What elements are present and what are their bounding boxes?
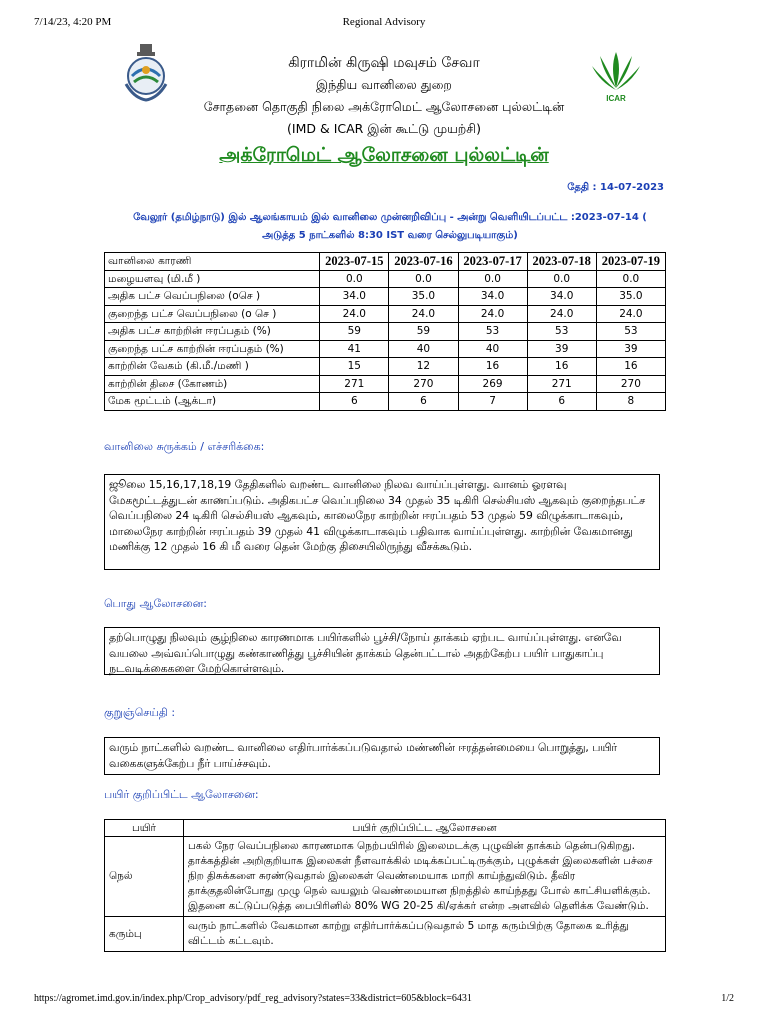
table-cell: 59	[389, 323, 458, 341]
bulletin-title	[0, 144, 768, 169]
bulletin-title-text: அக்ரோமெட் ஆலோசனை புல்லட்டின்	[219, 144, 549, 166]
sms-text: வரும் நாட்களில் வறண்ட வானிலை எதிர்பார்க்கப்படுவதால் மண்ணின் ஈரத்தன்மையை பொறுத்து, பயிர் வகைகளுக்கேற்ப நீர் பாய்ச்சவும்.	[104, 737, 660, 775]
crop-advisory-table	[104, 819, 666, 952]
param-label: குறைந்த பட்ச வெப்பநிலை (o செ )	[105, 305, 320, 323]
table-cell: 24.0	[320, 305, 389, 323]
date-header: 2023-07-16	[389, 253, 458, 271]
crop-name: கரும்பு	[105, 917, 184, 952]
table-cell: 12	[389, 358, 458, 376]
footer-url: https://agromet.imd.gov.in/index.php/Crop_advisory/pdf_reg_advisory?states=33&district=605&block=6431	[34, 993, 472, 1004]
table-cell: 0.0	[596, 270, 665, 288]
param-label: அதிக பட்ச வெப்பநிலை (oசெ )	[105, 288, 320, 306]
weather-factor-header: வானிலை காரணி	[105, 253, 320, 271]
crop-advice: பகல் நேர வெப்பநிலை காரணமாக நெற்பயிரில் இலைமடக்கு புழுவின் தாக்கம் தென்படுகிறது. தாக்கத்தின் அறிகுறியாக இலைகள் நீளவாக்கில் மடிக்கப்பட்டிருக்கும், புழுக்கள் இலைகளின் பச்சை நிற திசுக்களை சுரண்டுவதால் இலைகள் வெண்மையாக மாறி காய்ந்துவிடும். தீவிர தாக்குதலின்போது முழு நெல் வயலும் வெண்மையான நிறத்தில் காய்ந்தது போல் காட்சியளிக்கும். இதனை கட்டுப்படுத்த பைபிரினில் 80% WG 20-25 கி/ஏக்கர் என்ற அளவில் தெளிக்க வேண்டும்.	[184, 837, 666, 917]
weather-table-header-row	[105, 253, 666, 271]
date-header: 2023-07-15	[320, 253, 389, 271]
crop-name: நெல்	[105, 837, 184, 917]
table-cell: 24.0	[527, 305, 596, 323]
table-cell: 6	[389, 393, 458, 411]
param-label: மழையளவு (மி.மீ )	[105, 270, 320, 288]
table-row	[105, 323, 666, 341]
table-cell: 0.0	[458, 270, 527, 288]
table-cell: 40	[389, 340, 458, 358]
table-row	[105, 305, 666, 323]
organization-header	[180, 52, 588, 140]
table-cell: 53	[458, 323, 527, 341]
general-advisory-heading: பொது ஆலோசனை:	[104, 597, 208, 610]
table-row	[105, 340, 666, 358]
table-cell: 0.0	[527, 270, 596, 288]
crop-advisory-heading: பயிர் குறிப்பிட்ட ஆலோசனை:	[104, 788, 259, 801]
table-cell: 53	[527, 323, 596, 341]
table-cell: 8	[596, 393, 665, 411]
table-cell: 271	[527, 375, 596, 393]
table-cell: 16	[527, 358, 596, 376]
org-line-2: இந்திய வானிலை துறை	[316, 77, 452, 92]
icar-logo-label: ICAR	[606, 94, 626, 103]
table-cell: 34.0	[320, 288, 389, 306]
table-cell: 16	[458, 358, 527, 376]
print-datetime: 7/14/23, 4:20 PM	[34, 16, 112, 28]
table-cell: 34.0	[527, 288, 596, 306]
page-number: 1/2	[721, 993, 734, 1004]
weather-summary-heading: வானிலை சுருக்கம் / எச்சரிக்கை:	[104, 440, 265, 453]
table-row	[105, 270, 666, 288]
table-cell: 0.0	[320, 270, 389, 288]
param-label: காற்றின் திசை (கோணம்)	[105, 375, 320, 393]
print-title: Regional Advisory	[342, 16, 426, 28]
table-cell: 39	[527, 340, 596, 358]
table-cell: 16	[596, 358, 665, 376]
crop-advice: வரும் நாட்களில் வேகமான காற்று எதிர்பார்க்கப்படுவதால் 5 மாத கரும்பிற்கு தோகை உரித்து விட்டம் கட்டவும்.	[184, 917, 666, 952]
table-cell: 39	[596, 340, 665, 358]
table-cell: 15	[320, 358, 389, 376]
table-row	[105, 917, 666, 952]
table-cell: 6	[320, 393, 389, 411]
table-cell: 6	[527, 393, 596, 411]
table-cell: 41	[320, 340, 389, 358]
forecast-validity-note: வேலூர் (தமிழ்நாடு) இல் ஆலங்காயம் இல் வானிலை முன்னறிவிப்பு - அன்று வெளியிடப்பட்ட :2023-07-14 ( அடுத்த 5 நாட்களில் 8:30 IST வரை செல்லுபடியாகும்)	[133, 212, 647, 241]
table-cell: 271	[320, 375, 389, 393]
param-label: மேக மூட்டம் (ஆக்டா)	[105, 393, 320, 411]
crop-table-header-row	[105, 820, 666, 837]
table-cell: 24.0	[458, 305, 527, 323]
table-cell: 269	[458, 375, 527, 393]
general-advisory-text: தற்பொழுது நிலவும் சூழ்நிலை காரணமாக பயிர்களில் பூச்சி/நோய் தாக்கம் ஏற்பட வாய்ப்புள்ளது. எனவே வயலை அவ்வப்பொழுது கண்காணித்து பூச்சியின் தாக்கம் தென்பட்டால் அதற்கேற்ப பயிர் பாதுகாப்பு நடவடிக்கைகளை மேற்கொள்ளவும்.	[104, 627, 660, 675]
table-cell: 270	[596, 375, 665, 393]
imd-emblem-icon	[120, 42, 172, 104]
org-line-1: கிராமின் கிருஷி மவுசம் சேவா	[288, 55, 480, 71]
param-label: காற்றின் வேகம் (கி.மீ./மணி )	[105, 358, 320, 376]
date-header: 2023-07-18	[527, 253, 596, 271]
sms-heading: குறுஞ்செய்தி :	[104, 706, 176, 719]
table-row	[105, 375, 666, 393]
table-cell: 0.0	[389, 270, 458, 288]
table-cell: 59	[320, 323, 389, 341]
org-line-4: (IMD & ICAR இன் கூட்டு முயற்சி)	[287, 121, 481, 136]
advice-column-header: பயிர் குறிப்பிட்ட ஆலோசனை	[184, 820, 666, 837]
table-cell: 24.0	[389, 305, 458, 323]
table-row	[105, 288, 666, 306]
table-cell: 40	[458, 340, 527, 358]
table-row	[105, 358, 666, 376]
table-row	[105, 393, 666, 411]
crop-column-header: பயிர்	[105, 820, 184, 837]
date-header: 2023-07-17	[458, 253, 527, 271]
table-cell: 35.0	[389, 288, 458, 306]
table-cell: 7	[458, 393, 527, 411]
weather-forecast-table	[104, 252, 666, 411]
issue-date: தேதி : 14-07-2023	[567, 182, 664, 193]
date-header: 2023-07-19	[596, 253, 665, 271]
org-line-3: சோதனை தொகுதி நிலை அக்ரோமெட் ஆலோசனை புல்லட்டின்	[203, 99, 565, 114]
table-cell: 35.0	[596, 288, 665, 306]
table-cell: 34.0	[458, 288, 527, 306]
param-label: அதிக பட்ச காற்றின் ஈரப்பதம் (%)	[105, 323, 320, 341]
table-cell: 270	[389, 375, 458, 393]
table-row	[105, 837, 666, 917]
icar-logo-icon	[588, 44, 644, 104]
param-label: குறைந்த பட்ச காற்றின் ஈரப்பதம் (%)	[105, 340, 320, 358]
table-cell: 53	[596, 323, 665, 341]
table-cell: 24.0	[596, 305, 665, 323]
weather-summary-text: ஜூலை 15,16,17,18,19 தேதிகளில் வறண்ட வானிலை நிலவ வாய்ப்புள்ளது. வானம் ஓரளவு மேகமூட்டத்துடன் காணப்படும். அதிகபட்ச வெப்பநிலை 34 முதல் 35 டிகிரி செல்சியஸ் ஆகவும் குறைந்தபட்ச வெப்பநிலை 24 டிகிரி செல்சியஸ் ஆகவும், காலைநேர காற்றின் ஈரப்பதம் 53 முதல் 59 விழுக்காடாகவும், மாலைநேர காற்றின் ஈரப்பதம் 39 முதல் 41 விழுக்காடாகவும் பதிவாக வாய்ப்புள்ளது. காற்றின் வேகமானது மணிக்கு 12 முதல் 16 கி மீ வரை தென் மேற்கு திசையிலிருந்து வீசக்கூடும்.	[104, 474, 660, 570]
